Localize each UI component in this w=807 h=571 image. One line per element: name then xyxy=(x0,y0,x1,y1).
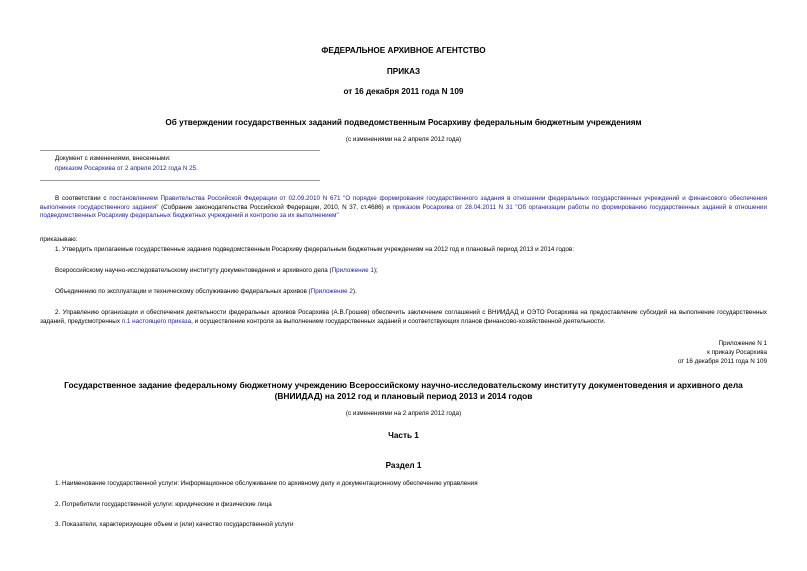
item-2: 2. Управлению организации и обеспечения деятельности федеральных архивов Росархива (А.В.Грошев) обеспечить заключение соглашений с ВНИИДАД и ОЭТО Росархива на предоставление субсидий на выполнение государственных заданий, предусмотренных п.1 настоящего приказа, и осуществление контроля за выполнением государственных заданий и соответствующих планов финансово-хозяйственной деятельности. xyxy=(40,309,767,325)
service-indicators: 3. Показатели, характеризующие объем и (или) качество государственной услуги xyxy=(55,521,294,528)
orders-label: приказываю: xyxy=(40,236,78,243)
part-heading: Часть 1 xyxy=(388,431,419,440)
item-1a: Всероссийскому научно-исследовательскому институту документоведения и архивного дела (Приложение 1); xyxy=(55,267,378,274)
doc-title: Об утверждении государственных заданий подведомственным Росархиву федеральным бюджетным учреждениям xyxy=(165,118,642,127)
item-1-ref-link[interactable]: п.1 настоящего приказа xyxy=(121,317,192,325)
appendix-2-link[interactable]: Приложение 2 xyxy=(310,288,353,295)
section-heading: Раздел 1 xyxy=(385,461,422,470)
service-name: 1. Наименование государственной услуги: Информационное обслуживание по архивному делу и документационному обеспечению управления xyxy=(55,480,478,487)
appendix-label-line2: к приказу Росархива xyxy=(707,349,767,356)
doc-date-number: от 16 декабря 2011 года N 109 xyxy=(343,87,464,96)
item-1: 1. Утвердить прилагаемые государственные задания подведомственным Росархиву федеральным бюджетным учреждениям на 2012 год и плановый период 2013 и 2014 годов: xyxy=(55,246,574,253)
changes-rule-bottom xyxy=(40,180,320,181)
service-consumers: 2. Потребители государственной услуги: юридические и физические лица xyxy=(55,501,272,508)
rosarchive-order-link[interactable]: приказом Росархива от 28.04.2011 N 31 "Об организации работы по формированию государственных заданий в отношении подведомственных Росархиву федеральных бюджетных учреждений и контролю за их выполнением" xyxy=(40,203,768,220)
appendix-label-line1: Приложение N 1 xyxy=(718,340,767,347)
changes-label: Документ с изменениями, внесенными: xyxy=(55,155,171,162)
item-1b: Объединению по эксплуатации и техническому обслуживанию федеральных архивов (Приложение 2). xyxy=(55,288,357,295)
appendix-1-link[interactable]: Приложение 1 xyxy=(331,267,374,274)
changes-rule-top xyxy=(40,150,320,151)
changes-link[interactable]: приказом Росархива от 2 апреля 2012 года N 25. xyxy=(55,165,198,172)
preamble-paragraph: В соответствии с постановлением Правительства Российской Федерации от 02.09.2010 N 671 "О порядке формирования государственного задания в отношении федеральных государственных учреждений и финансового обеспечения выполнения государственного задания" (Собрание законодательства Российской Федерации, 2010, N 37, ст.4686) и приказом Росархива от 28.04.2011 N 31 "Об организации работы по формированию государственных заданий в отношении подведомственных Росархиву федеральных бюджетных учреждений и контролю за их выполнением" xyxy=(40,195,768,220)
agency-name: ФЕДЕРАЛЬНОЕ АРХИВНОЕ АГЕНТСТВО xyxy=(321,46,486,55)
amend-note: (с изменениями на 2 апреля 2012 года) xyxy=(345,136,462,143)
government-decree-link[interactable]: постановлением Правительства Российской Федерации от 02.09.2010 N 671 "О порядке формирования государственного задания в отношении федеральных государственных учреждений и финансового обеспечения выполнения государственного задания" xyxy=(40,195,767,211)
appendix-amend-note: (с изменениями на 2 апреля 2012 года) xyxy=(345,410,462,417)
doc-type: ПРИКАЗ xyxy=(386,67,421,76)
appendix-title: Государственное задание федеральному бюджетному учреждению Всероссийскому научно-исследовательскому институту документоведения и архивного дела (ВНИИДАД) на 2012 год и плановый период 2013 и 2014 годов xyxy=(64,380,743,401)
appendix-label-line3: от 16 декабря 2011 года N 109 xyxy=(677,358,767,365)
